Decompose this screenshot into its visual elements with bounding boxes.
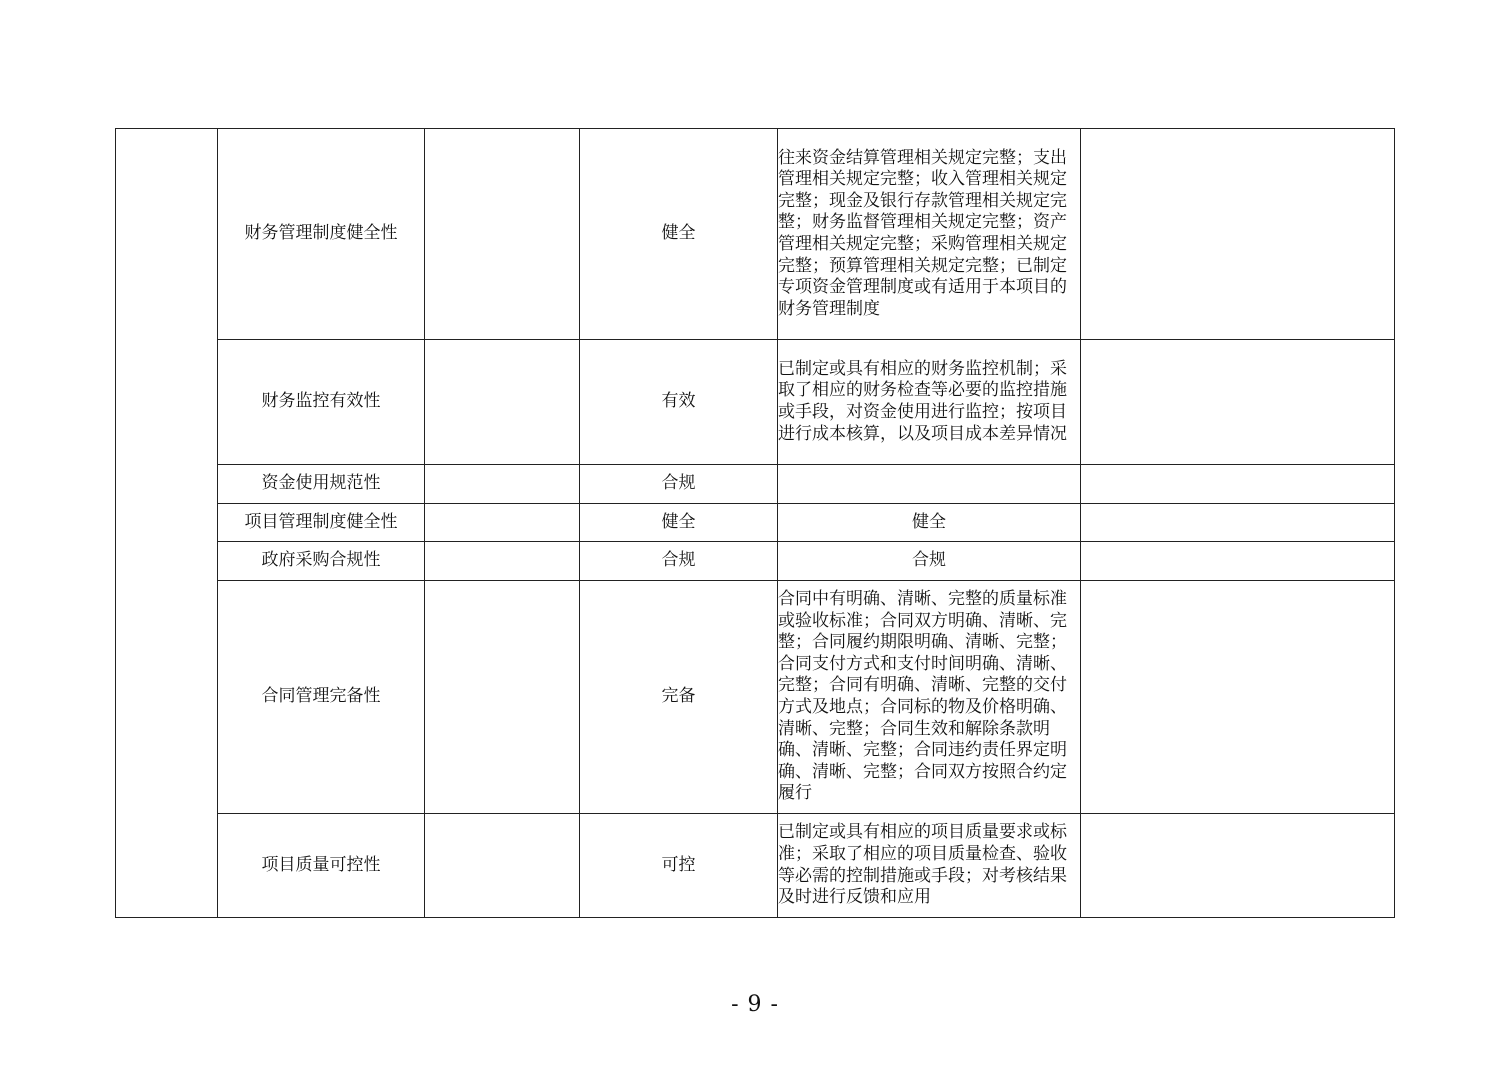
detail-cell: 合同中有明确、清晰、完整的质量标准或验收标准；合同双方明确、清晰、完整；合同履约期限明确、清晰、完整；合同支付方式和支付时间明确、清晰、完整；合同有明确、清晰、完整的交付方式及地点；合同标的物及价格明确、清晰、完整；合同生效和解除条款明确、清晰、完整；合同违约责任界定明确、清晰、完整；合同双方按照合约定履行 [778,581,1081,814]
detail-cell: 合规 [778,542,1081,581]
score-cell [1081,340,1395,465]
table-row [116,814,1395,918]
table-row [116,465,1395,504]
weight-cell [425,814,580,918]
detail-cell: 已制定或具有相应的财务监控机制；采取了相应的财务检查等必要的监控措施或手段，对资金使用进行监控；按项目进行成本核算，以及项目成本差异情况 [778,340,1081,465]
detail-cell [778,465,1081,504]
indicator-cell: 政府采购合规性 [218,542,425,581]
score-cell [1081,581,1395,814]
weight-cell [425,340,580,465]
detail-cell: 健全 [778,504,1081,542]
table-row [116,504,1395,542]
indicator-cell: 合同管理完备性 [218,581,425,814]
weight-cell [425,542,580,581]
score-cell [1081,129,1395,340]
detail-cell: 往来资金结算管理相关规定完整；支出管理相关规定完整；收入管理相关规定完整；现金及银行存款管理相关规定完整；财务监督管理相关规定完整；资产管理相关规定完整；采购管理相关规定完整；预算管理相关规定完整；已制定专项资金管理制度或有适用于本项目的财务管理制度 [778,129,1081,340]
standard-cell: 有效 [580,340,778,465]
table-row [116,542,1395,581]
category-cell [116,129,218,918]
standard-cell: 合规 [580,542,778,581]
detail-cell: 已制定或具有相应的项目质量要求或标准；采取了相应的项目质量检查、验收等必需的控制措施或手段；对考核结果及时进行反馈和应用 [778,814,1081,918]
standard-cell: 完备 [580,581,778,814]
table-row [116,581,1395,814]
weight-cell [425,129,580,340]
standard-cell: 合规 [580,465,778,504]
evaluation-table [115,128,1395,918]
table-row [116,129,1395,340]
page-number: - 9 - [731,992,779,1017]
weight-cell [425,465,580,504]
indicator-cell: 项目管理制度健全性 [218,504,425,542]
indicator-cell: 财务管理制度健全性 [218,129,425,340]
indicator-cell: 资金使用规范性 [218,465,425,504]
weight-cell [425,581,580,814]
score-cell [1081,504,1395,542]
standard-cell: 健全 [580,129,778,340]
indicator-cell: 项目质量可控性 [218,814,425,918]
standard-cell: 可控 [580,814,778,918]
standard-cell: 健全 [580,504,778,542]
indicator-cell: 财务监控有效性 [218,340,425,465]
score-cell [1081,465,1395,504]
score-cell [1081,814,1395,918]
weight-cell [425,504,580,542]
score-cell [1081,542,1395,581]
table-row [116,340,1395,465]
